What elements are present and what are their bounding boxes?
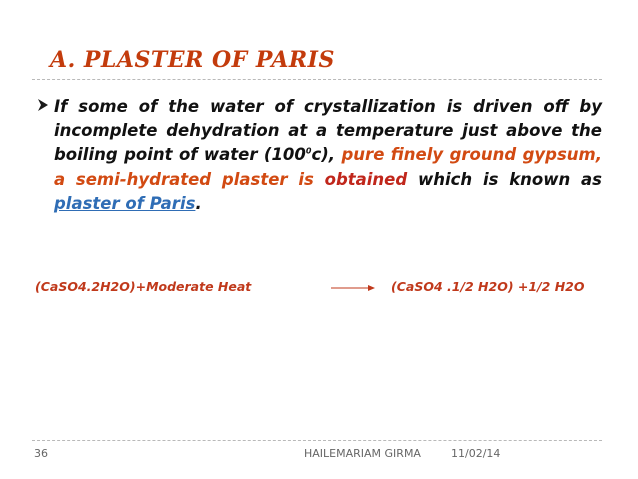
equation-products: (CaSO4 .1/2 H2O) +1/2 H2O bbox=[391, 279, 585, 294]
equation-reactants: (CaSO4.2H2O)+Moderate Heat bbox=[35, 279, 252, 294]
bullet-item bbox=[36, 95, 602, 216]
superscript-degree: 0 bbox=[305, 146, 312, 156]
plaster-of-paris-link[interactable]: plaster of Paris bbox=[54, 193, 196, 213]
title-divider bbox=[32, 79, 602, 80]
highlight-product: pure finely ground gypsum, a semi-hydrated plaster is bbox=[54, 145, 602, 189]
right-arrow-icon bbox=[331, 283, 375, 293]
highlight-obtained: obtained bbox=[324, 169, 408, 189]
footer-divider bbox=[32, 440, 602, 441]
slide-number: 36 bbox=[34, 447, 48, 460]
bullet-text-segment: If some of the water of crystallization is driven off by incomplete dehydration at a temperature just above the boiling point of water (100 bbox=[54, 97, 602, 165]
slide-title: A. PLASTER OF PARIS bbox=[50, 47, 335, 73]
arrow-bullet-icon bbox=[36, 98, 50, 112]
bullet-text bbox=[36, 95, 602, 216]
bullet-text-segment: c), bbox=[311, 145, 342, 165]
bullet-text-segment: which is known as bbox=[407, 169, 602, 189]
bullet-text-period: . bbox=[195, 193, 202, 213]
footer-author: HAILEMARIAM GIRMA bbox=[304, 447, 421, 460]
bullet-text-space bbox=[314, 170, 325, 189]
footer-date: 11/02/14 bbox=[451, 447, 501, 460]
reaction-equation bbox=[35, 279, 615, 299]
